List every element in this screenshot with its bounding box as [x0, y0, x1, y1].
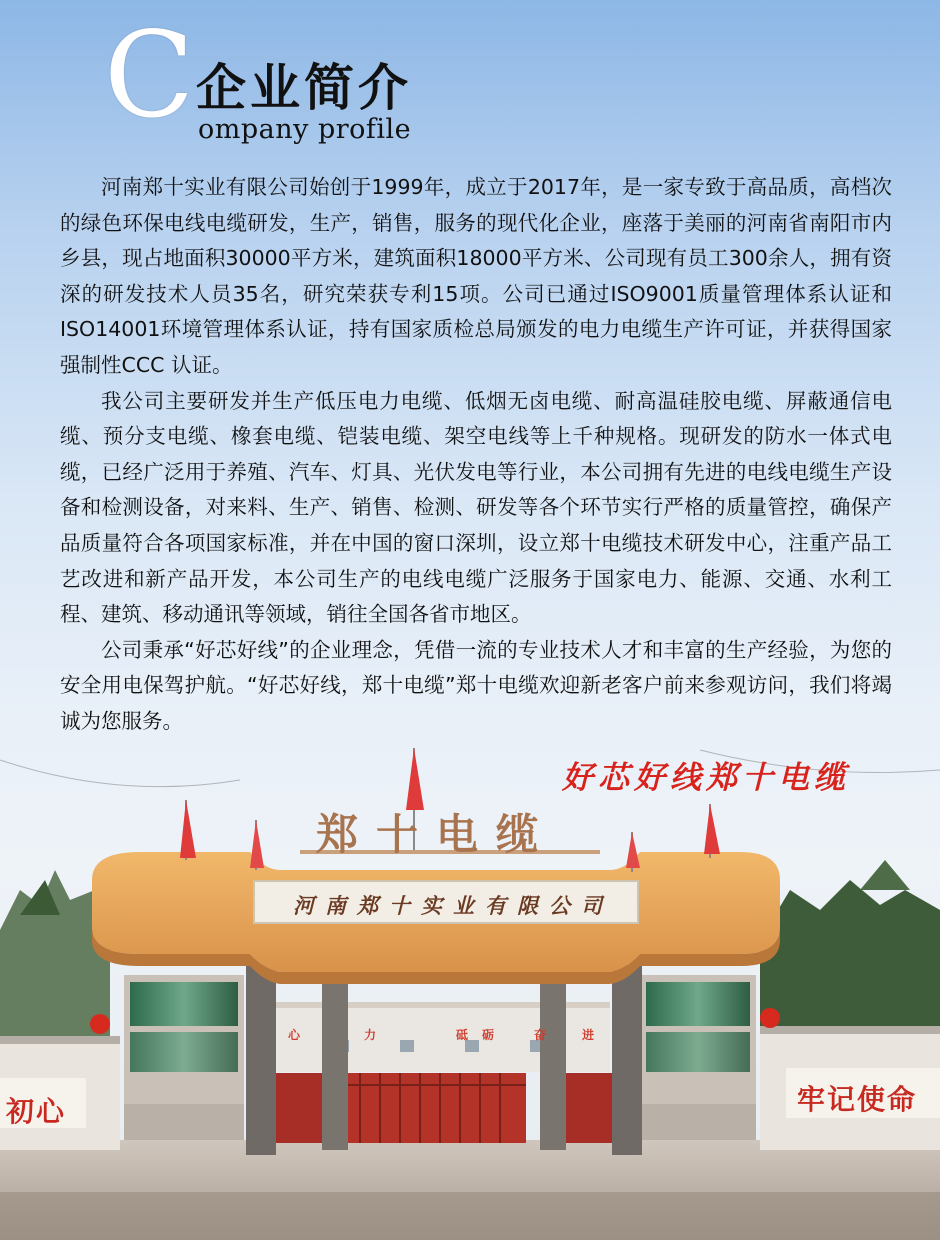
back-building-char: 力	[364, 1028, 377, 1042]
paragraph-2: 我公司主要研发并生产低压电力电缆、低烟无卤电缆、耐高温硅胶电缆、屏蔽通信电缆、预分支电缆、橡套电缆、铠装电缆、架空电线等上千种规格。现研发的防水一体式电缆，已经广泛用于养殖、汽车、灯具、光伏发电等行业，本公司拥有先进的电线电缆生产设备和检测设备，对来料、生产、销售、检测、研发等各个环节实行严格的质量管控，确保产品质量符合各项国家标准，并在中国的窗口深圳，设立郑十电缆技术研发中心，注重产品工艺改进和新产品开发，本公司生产的电线电缆广泛服务于国家电力、能源、交通、水利工程、建筑、移动通讯等领域，销往全国各省市地区。	[60, 388, 892, 627]
gate-signboard: 河南郑十实业有限公司	[293, 893, 613, 918]
paragraph-3: 公司秉承“好芯好线”的企业理念，凭借一流的专业技术人才和丰富的生产经验，为您的安全用电保驾护航。“好芯好线，郑十电缆”郑十电缆欢迎新老客户前来参观访问，我们将竭诚为您服务。	[60, 637, 892, 733]
back-building-char: 砺	[482, 1028, 495, 1042]
roof-sign: 郑十电缆	[316, 810, 557, 859]
wall-slogan-right: 牢记使命	[797, 1083, 918, 1116]
profile-text	[60, 170, 892, 740]
page-subtitle-en: ompany profile	[198, 114, 412, 145]
paragraph-1: 河南郑十实业有限公司始创于1999年，成立于2017年，是一家专致于高品质，高档次的绿色环保电线电缆研发，生产，销售，服务的现代化企业，座落于美丽的河南省南阳市内乡县，现占地面积30000平方米，建筑面积18000平方米、公司现有员工300余人，拥有资深的研发技术人员35名，研究荣获专利15项。公司已通过ISO9001质量管理体系认证和ISO14001环境管理体系认证，持有国家质检总局颁发的电力电缆生产许可证，并获得国家强制性CCC 认证。	[60, 175, 892, 377]
wall-slogan-left: 初心	[6, 1095, 67, 1128]
page-title: 企业简介	[196, 59, 412, 117]
back-building-char: 进	[582, 1028, 595, 1042]
back-building-char: 砥	[456, 1028, 469, 1042]
back-building-char: 心	[288, 1028, 301, 1042]
decorative-letter-c: C	[104, 6, 195, 144]
header	[104, 6, 424, 145]
factory-gate-photo	[0, 740, 940, 1240]
slogan: 好芯好线郑十电缆	[562, 760, 850, 796]
back-building-char: 奋	[534, 1028, 547, 1042]
